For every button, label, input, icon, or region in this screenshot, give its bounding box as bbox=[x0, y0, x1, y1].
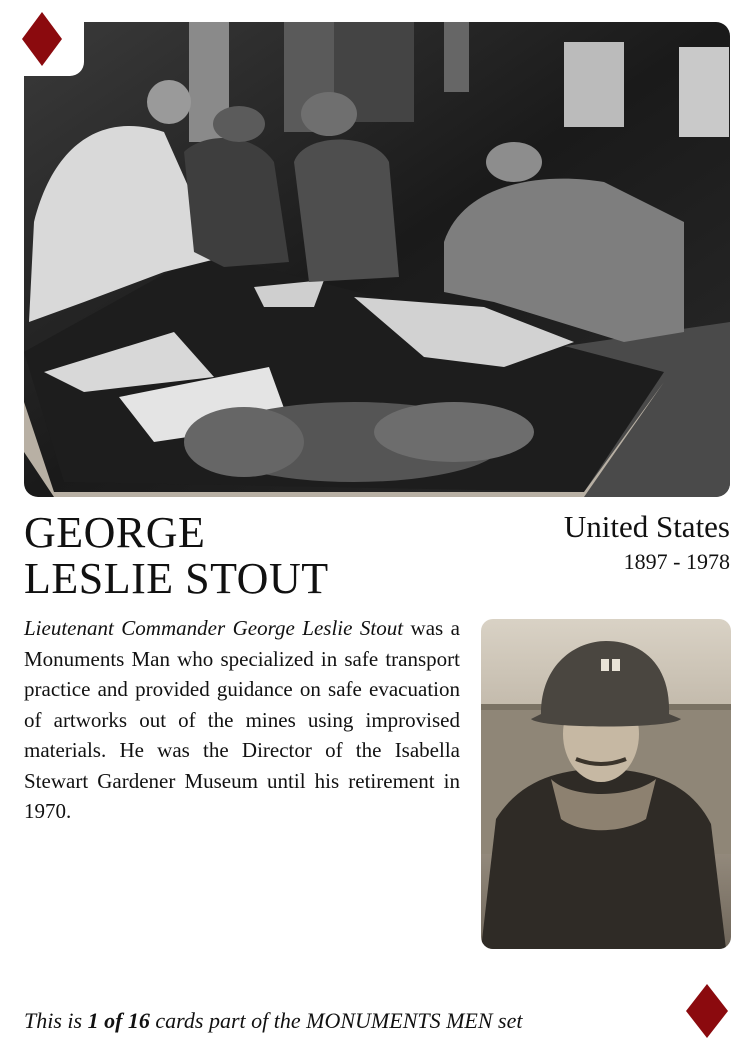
photo-credit-strip bbox=[722, 30, 730, 490]
bio-title: Lieutenant Commander George Leslie Stout bbox=[24, 616, 404, 640]
footer-suffix: cards part of the MONUMENTS MEN set bbox=[149, 1008, 523, 1033]
country-label: United States bbox=[563, 509, 730, 544]
footer-prefix: This is bbox=[24, 1008, 88, 1033]
name-line-2: LESLIE STOUT bbox=[24, 554, 329, 603]
biography-text bbox=[24, 613, 460, 827]
main-photo bbox=[24, 22, 730, 497]
diamond-icon bbox=[22, 12, 62, 66]
card-count: 1 of 16 bbox=[87, 1008, 150, 1033]
card-title bbox=[24, 510, 329, 602]
years-label: 1897 - 1978 bbox=[623, 549, 730, 574]
footer-text bbox=[24, 1008, 522, 1034]
diamond-icon bbox=[686, 984, 728, 1038]
suit-corner-bottom bbox=[684, 984, 730, 1040]
portrait-photo bbox=[481, 619, 731, 949]
name-line-1: GEORGE bbox=[24, 508, 206, 557]
bio-body: was a Monuments Man who specialized in safe transport practice and provided guidance on safe evacuation of artworks out of the mines using improvised materials. He was the Director of the Isabella Stewart Gardener Museum until his retirement in 1970. bbox=[24, 616, 461, 823]
suit-corner-top bbox=[0, 0, 84, 76]
